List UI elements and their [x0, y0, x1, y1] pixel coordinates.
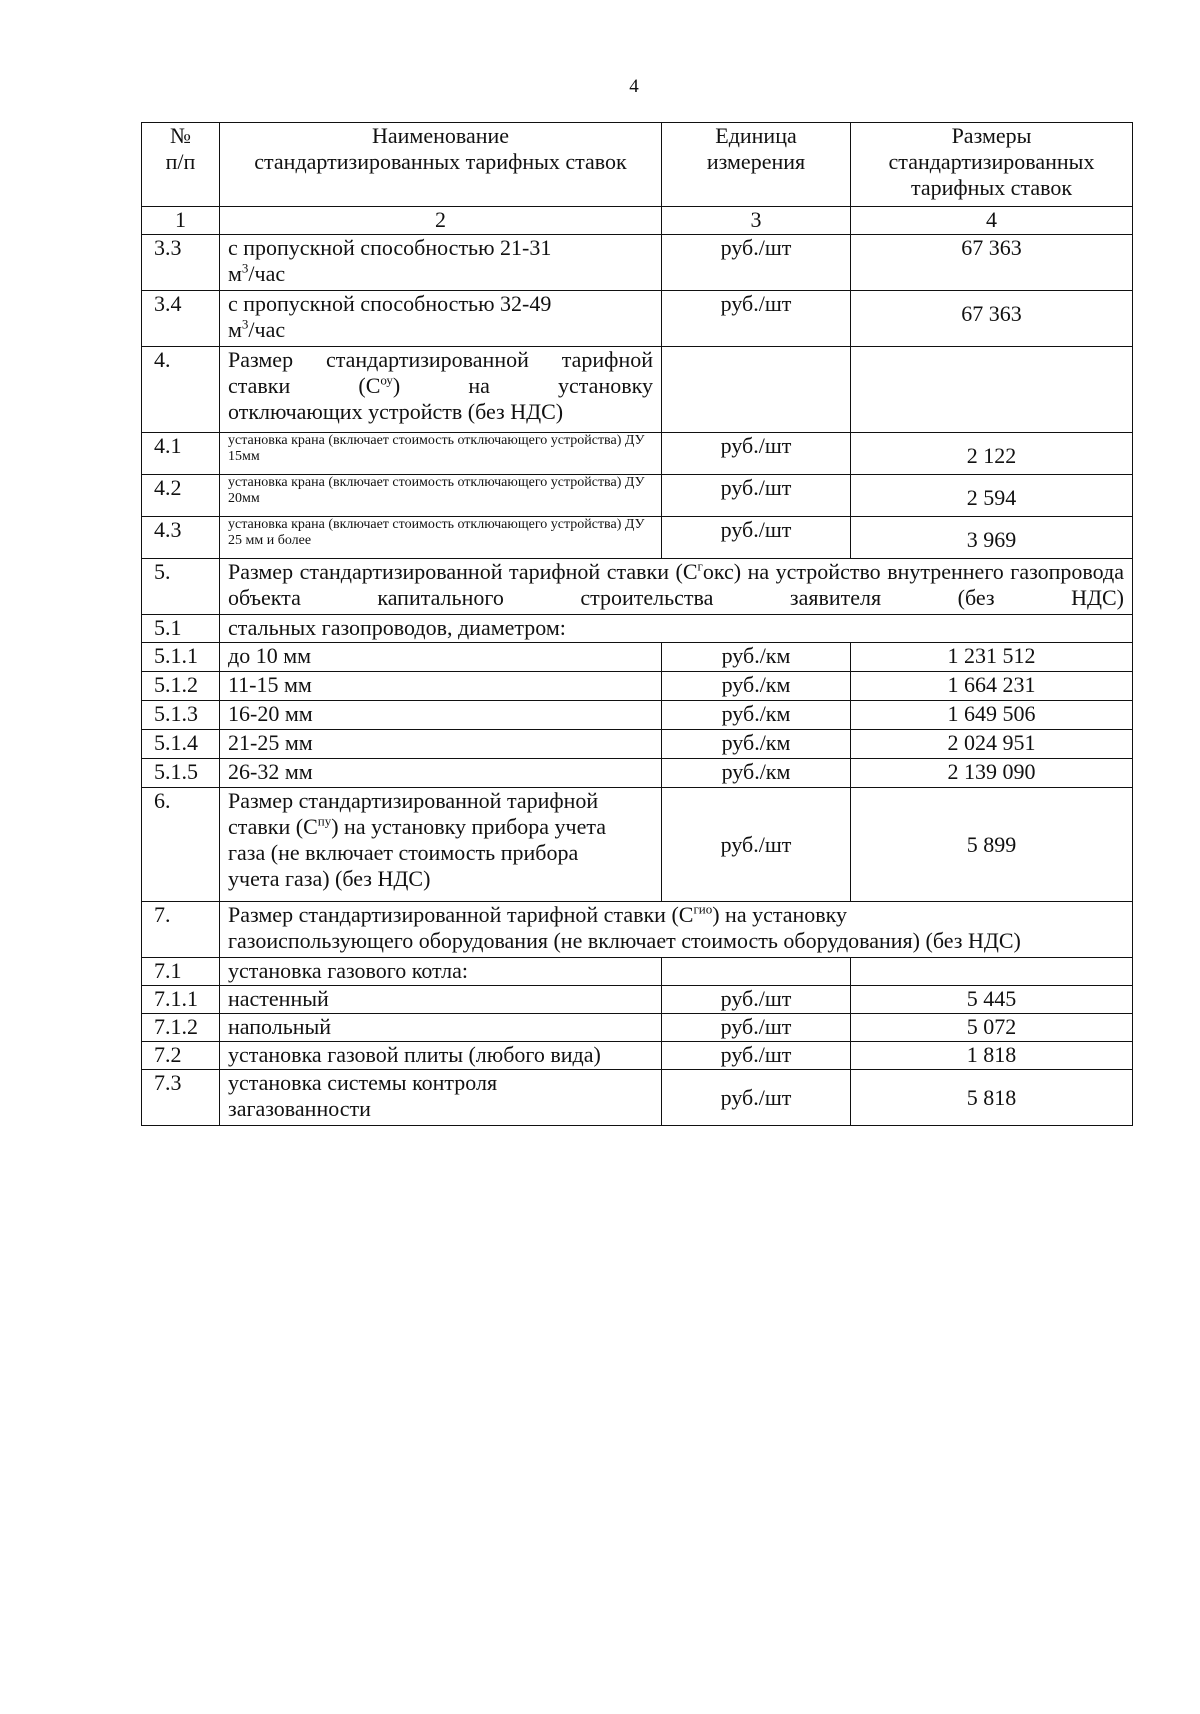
header-name: Наименование стандартизированных тарифных ставок — [220, 123, 662, 207]
row-value: 5 899 — [851, 788, 1133, 902]
row-unit: руб./шт — [662, 235, 851, 291]
row-unit: руб./км — [662, 730, 851, 759]
row-unit: руб./км — [662, 759, 851, 788]
row-unit: руб./шт — [662, 1042, 851, 1070]
page-number: 4 — [629, 76, 639, 97]
row-value: 67 363 — [851, 291, 1133, 347]
row-number: 7. — [142, 902, 220, 958]
row-number: 5.1.4 — [142, 730, 220, 759]
table-row — [142, 433, 1133, 475]
row-number: 5.1 — [142, 615, 220, 643]
row-name: с пропускной способностью 32-49 $м^3$/час — [220, 291, 662, 347]
table-row — [142, 902, 1133, 958]
table-row — [142, 291, 1133, 347]
row-value: 2 024 951 — [851, 730, 1133, 759]
row-value: 3 969 — [851, 517, 1133, 559]
row-unit: руб./км — [662, 643, 851, 672]
row-name: напольный — [220, 1014, 662, 1042]
row-name: 26-32 мм — [220, 759, 662, 788]
row-name: установка газовой плиты (любого вида) — [220, 1042, 662, 1070]
table-row — [142, 958, 1133, 986]
row-value: 2 122 — [851, 433, 1133, 475]
row-number: 7.1 — [142, 958, 220, 986]
row-unit: руб./шт — [662, 517, 851, 559]
row-name: установка крана (включает стоимость отключающего устройства) ДУ 25 мм и более — [220, 517, 662, 559]
row-number: 5.1.5 — [142, 759, 220, 788]
row-name: Размер стандартизированной тарифной ставки $(С^гокс)$ на устройство внутреннего газопровода объекта капитального строительства заявителя (без НДС) — [220, 559, 1133, 615]
row-unit: руб./шт — [662, 291, 851, 347]
table-row — [142, 986, 1133, 1014]
column-number: 4 — [851, 207, 1133, 235]
row-unit: руб./шт — [662, 1070, 851, 1126]
row-unit: руб./км — [662, 701, 851, 730]
row-name: Размер стандартизированной тарифной ставки $(С^{оу})$ на установку отключающих устройств (без НДС) — [220, 347, 662, 433]
row-number: 4.3 — [142, 517, 220, 559]
table-row — [142, 788, 1133, 902]
row-name: 16-20 мм — [220, 701, 662, 730]
row-unit: руб./шт — [662, 986, 851, 1014]
row-number: 7.2 — [142, 1042, 220, 1070]
column-number: 2 — [220, 207, 662, 235]
row-number: 5.1.1 — [142, 643, 220, 672]
row-unit: руб./шт — [662, 1014, 851, 1042]
table-row — [142, 517, 1133, 559]
row-unit: руб./шт — [662, 475, 851, 517]
row-number: 5.1.3 — [142, 701, 220, 730]
row-number: 3.3 — [142, 235, 220, 291]
table-row — [142, 1042, 1133, 1070]
row-value: 1 664 231 — [851, 672, 1133, 701]
table-row — [142, 643, 1133, 672]
table-row — [142, 347, 1133, 433]
row-value: 1 818 — [851, 1042, 1133, 1070]
row-name: настенный — [220, 986, 662, 1014]
row-value: 5 818 — [851, 1070, 1133, 1126]
row-value: 5 072 — [851, 1014, 1133, 1042]
row-value: 2 594 — [851, 475, 1133, 517]
row-number: 7.1.1 — [142, 986, 220, 1014]
row-name: установка системы контроля загазованности — [220, 1070, 662, 1126]
table-row — [142, 615, 1133, 643]
table-row — [142, 475, 1133, 517]
row-unit: руб./шт — [662, 788, 851, 902]
row-value: 1 231 512 — [851, 643, 1133, 672]
column-number: 1 — [142, 207, 220, 235]
row-unit: руб./км — [662, 672, 851, 701]
row-number: 5. — [142, 559, 220, 615]
header-value: Размеры стандартизированных тарифных ставок — [851, 123, 1133, 207]
row-value: 1 649 506 — [851, 701, 1133, 730]
table-row — [142, 672, 1133, 701]
row-name: установка крана (включает стоимость отключающего устройства) ДУ 20мм — [220, 475, 662, 517]
row-number: 4. — [142, 347, 220, 433]
row-value: 2 139 090 — [851, 759, 1133, 788]
row-number: 7.1.2 — [142, 1014, 220, 1042]
row-number: 5.1.2 — [142, 672, 220, 701]
row-name: стальных газопроводов, диаметром: — [220, 615, 1133, 643]
row-number: 3.4 — [142, 291, 220, 347]
column-number: 3 — [662, 207, 851, 235]
table-header-row — [142, 123, 1133, 207]
table-row — [142, 1014, 1133, 1042]
row-value: 67 363 — [851, 235, 1133, 291]
row-name: до 10 мм — [220, 643, 662, 672]
tariff-table — [141, 122, 1133, 1126]
row-number: 7.3 — [142, 1070, 220, 1126]
table-row — [142, 235, 1133, 291]
table-row — [142, 730, 1133, 759]
table-row — [142, 701, 1133, 730]
row-name: с пропускной способностью 21-31 $м^3$/час — [220, 235, 662, 291]
table-row — [142, 559, 1133, 615]
row-name: Размер стандартизированной тарифной ставки $(С^{пу})$ на установку прибора учета газа (не включает стоимость прибора учета газа) (без НДС) — [220, 788, 662, 902]
row-name: 21-25 мм — [220, 730, 662, 759]
row-name: установка крана (включает стоимость отключающего устройства) ДУ 15мм — [220, 433, 662, 475]
table-row — [142, 1070, 1133, 1126]
row-number: 4.1 — [142, 433, 220, 475]
row-unit: руб./шт — [662, 433, 851, 475]
header-number: № п/п — [142, 123, 220, 207]
row-name: Размер стандартизированной тарифной ставки $(С^{гио})$ на установку газоиспользующего оборудования (не включает стоимость оборудования) (без НДС) — [220, 902, 1133, 958]
table-row — [142, 759, 1133, 788]
row-name: установка газового котла: — [220, 958, 662, 986]
row-name: 11-15 мм — [220, 672, 662, 701]
row-number: 4.2 — [142, 475, 220, 517]
column-number-row — [142, 207, 1133, 235]
header-unit: Единица измерения — [662, 123, 851, 207]
row-value: 5 445 — [851, 986, 1133, 1014]
row-number: 6. — [142, 788, 220, 902]
